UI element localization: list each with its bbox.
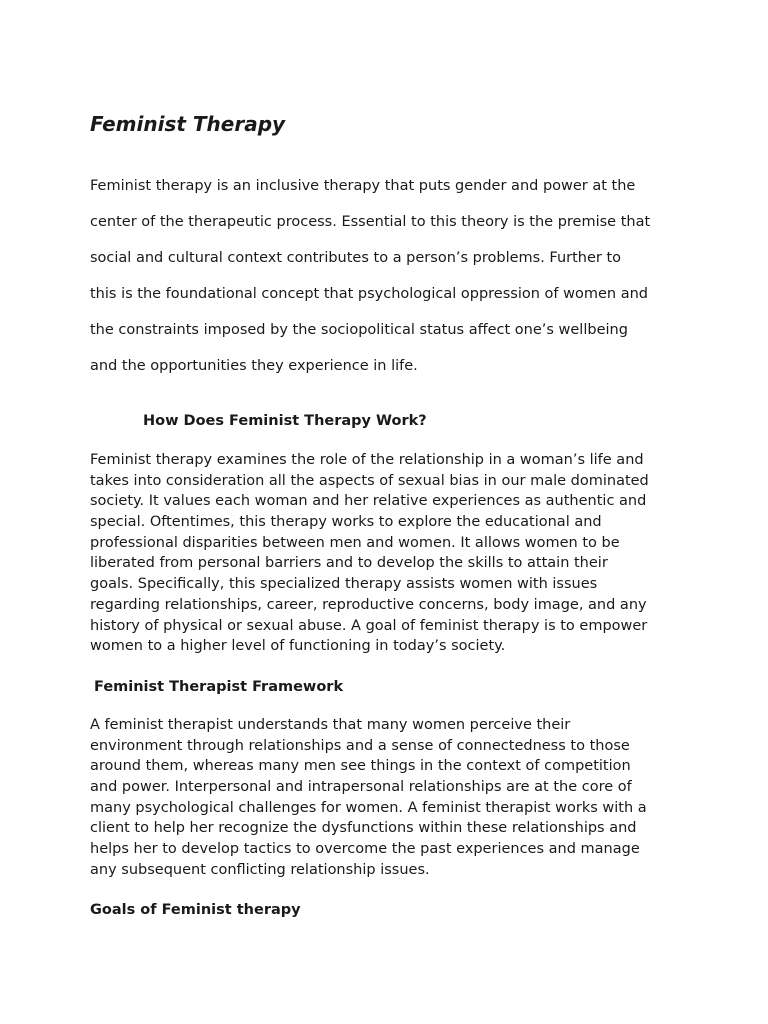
section-heading-goals: Goals of Feminist therapy [90, 902, 301, 918]
paragraph-line: society. It values each woman and her relative experiences as authentic and [90, 493, 647, 510]
paragraph-line: environment through relationships and a sense of connectedness to those [90, 737, 630, 754]
intro-line: the constraints imposed by the sociopolitical status affect one’s wellbeing [90, 322, 628, 338]
section-heading-framework: Feminist Therapist Framework [94, 679, 344, 695]
paragraph-line: helps her to develop tactics to overcome the past experiences and manage [90, 841, 640, 858]
section-paragraph-how-it-works [90, 450, 649, 657]
paragraph-line: goals. Specifically, this specialized therapy assists women with issues [90, 576, 598, 593]
paragraph-line: regarding relationships, career, reproductive concerns, body image, and any [90, 596, 647, 613]
paragraph-line: takes into consideration all the aspects of sexual bias in our male dominated [90, 472, 649, 489]
section-paragraph-framework [90, 715, 647, 881]
intro-paragraph [90, 171, 650, 387]
paragraph-line: any subsequent conflicting relationship issues. [90, 861, 430, 878]
intro-line: Feminist therapy is an inclusive therapy that puts gender and power at the [90, 178, 636, 194]
paragraph-line: Feminist therapy examines the role of the relationship in a woman’s life and [90, 452, 644, 468]
paragraph-line: A feminist therapist understands that many women perceive their [90, 717, 571, 733]
paragraph-line: women to a higher level of functioning in today’s society. [90, 638, 506, 655]
document-title: Feminist Therapy [90, 112, 286, 136]
paragraph-line: around them, whereas many men see things in the context of competition [90, 758, 631, 775]
paragraph-line: history of physical or sexual abuse. A goal of feminist therapy is to empower [90, 617, 648, 634]
intro-line: center of the therapeutic process. Essential to this theory is the premise that [90, 214, 651, 230]
paragraph-line: liberated from personal barriers and to develop the skills to attain their [90, 555, 608, 572]
intro-line: this is the foundational concept that psychological oppression of women and [90, 286, 648, 302]
section-heading-how-it-works: How Does Feminist Therapy Work? [143, 413, 427, 429]
intro-line: and the opportunities they experience in life. [90, 358, 418, 374]
paragraph-line: many psychological challenges for women. A feminist therapist works with a [90, 799, 647, 816]
paragraph-line: client to help her recognize the dysfunctions within these relationships and [90, 820, 637, 837]
paragraph-line: professional disparities between men and women. It allows women to be [90, 534, 620, 551]
paragraph-line: and power. Interpersonal and intrapersonal relationships are at the core of [90, 779, 632, 796]
intro-line: social and cultural context contributes to a person’s problems. Further to [90, 250, 622, 266]
paragraph-line: special. Oftentimes, this therapy works to explore the educational and [90, 514, 602, 531]
